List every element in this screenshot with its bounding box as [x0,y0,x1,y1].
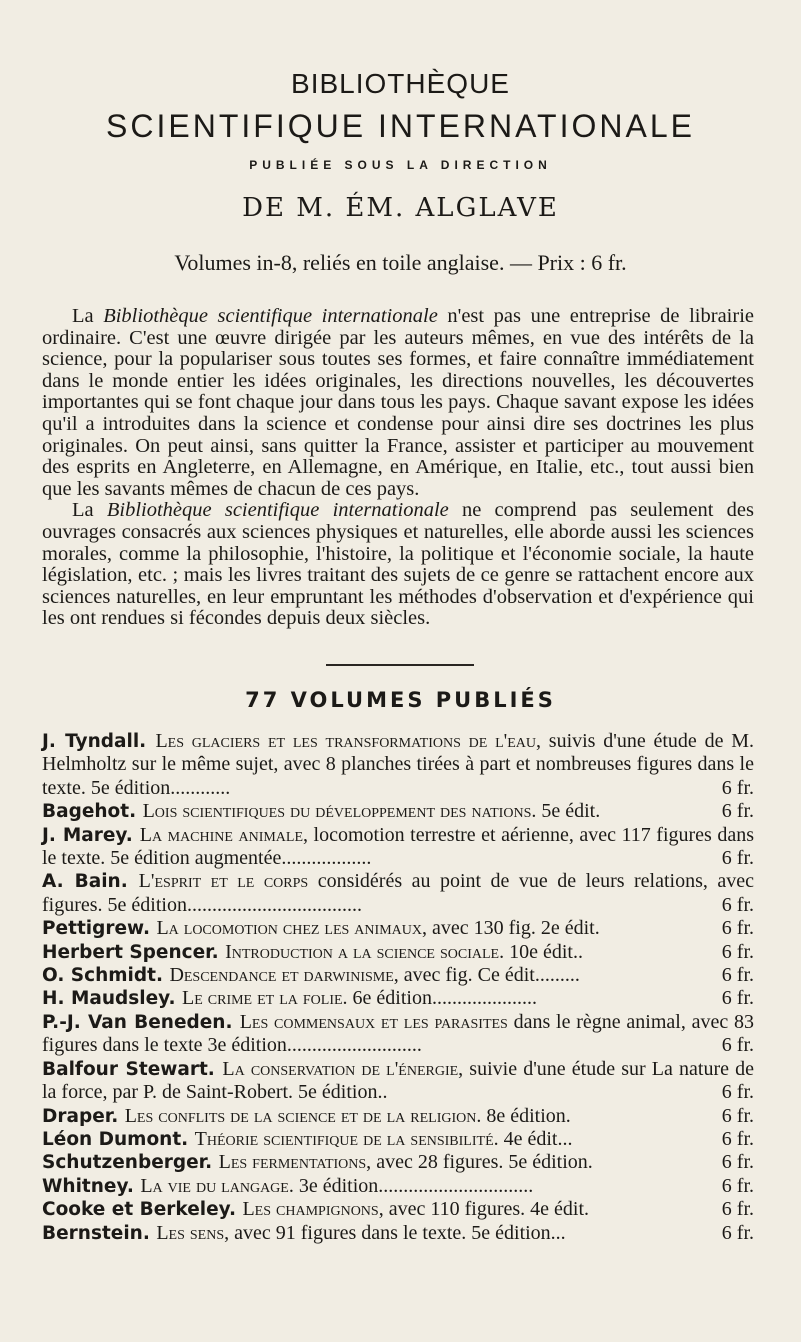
price-line: Volumes in-8, reliés en toile anglaise. — Prix : 6 fr. [174,250,627,275]
intro-title-italic: Bibliothèque scientifique internationale [103,305,438,327]
entry-price: 6 fr. [721,987,754,1010]
catalog-entry [42,1198,754,1221]
entry-price: 6 fr. [721,1174,754,1197]
entry-details: avec 28 figures. 5e édition. [371,1151,593,1174]
entry-title: Les fermentations, [218,1151,372,1174]
divider [326,664,474,666]
catalog-entry [42,1058,754,1105]
entry-details: locomotion terrestre et aérienne, avec 117 figures dans le texte. 5e édition augmentée.................. [42,823,754,870]
entry-price: 6 fr. [721,964,754,987]
entry-title: Le crime et la folie. [182,987,348,1010]
intro-title-italic: Bibliothèque scientifique internationale [106,499,449,522]
catalog-entry [42,1175,754,1198]
entry-price: 6 fr. [721,1081,754,1104]
entry-details: 8e édition. [481,1104,571,1127]
entry-author: Bernstein. [42,1222,157,1244]
entry-author: Cooke et Berkeley. [42,1199,243,1221]
catalog-entry [42,1011,754,1058]
entry-author: P.-J. Van Beneden. [42,1011,240,1033]
entry-title: Les conflits de la science et de la religion. [124,1104,482,1127]
entry-price: 6 fr. [721,1104,754,1127]
entry-title: Les sens, [156,1221,230,1244]
entry-author: Balfour Stewart. [42,1058,223,1080]
entry-author: Schutzenberger. [42,1152,219,1174]
entry-details: 5e édit. [536,800,601,823]
entry-price: 6 fr. [721,1198,754,1221]
entry-title: Théorie scientifique de la sensibilité. [194,1127,499,1150]
entry-title: La locomotion chez les animaux, [156,917,427,940]
entry-details: avec 91 figures dans le texte. 5e édition... [229,1221,566,1244]
series-title-line-1: BIBLIOTHÈQUE [291,68,510,99]
published-under: PUBLIÉE SOUS LA DIRECTION [249,158,552,172]
catalog-entry [42,1128,754,1151]
entry-title: Introduction a la science sociale. [225,940,505,963]
entry-price: 6 fr. [721,940,754,963]
entry-price: 6 fr. [721,847,754,870]
catalog-entry [42,1105,754,1128]
entry-author: Herbert Spencer. [42,941,226,963]
catalog-entry [42,1222,754,1245]
intro-paragraph-1: La Bibliothèque scientifique internationale n'est pas une entreprise de librairie ordinaire. C'est une œuvre dirigée par les auteurs mêmes, en vue des intérêts de la science, pour la populariser sous toutes ses formes, et faire connaître immédiatement dans le monde entier les idées originales, les directions nouvelles, les découvertes importantes qui se font chaque jour dans tous les pays. Chaque savant expose les idées qu'il a introduites dans la science et condense pour ainsi dire ses doctrines les plus originales. On peut ainsi, sans quitter la France, assister et participer au mouvement des esprits en Angleterre, en Allemagne, en Amérique, en Italie, etc., tout aussi bien que les savants mêmes de chacun de ces pays. [42,305,754,500]
catalog-entry [42,730,754,800]
entry-title: Les commensaux et les parasites [239,1010,508,1033]
entry-price: 6 fr. [721,1034,754,1057]
entry-author: J. Marey. [42,824,140,846]
entry-title: La vie du langage. [140,1174,294,1197]
catalog-entry [42,800,754,823]
catalog-entry [42,941,754,964]
catalog-entry [42,987,754,1010]
entry-author: J. Tyndall. [42,731,156,752]
entry-title: Lois scientifiques du développement des nations. [142,800,537,823]
entry-title: Les champignons, [242,1198,384,1221]
entry-details: 10e édit.. [504,940,583,963]
entry-author: A. Bain. [42,871,139,893]
catalog-entry [42,917,754,940]
entry-details: 6e édition..................... [347,987,537,1010]
entry-price: 6 fr. [721,776,754,799]
entry-author: H. Maudsley. [42,988,182,1010]
catalog-entry [42,870,754,917]
entry-author: Bagehot. [42,801,143,823]
entry-author: Pettigrew. [42,918,157,940]
entry-price: 6 fr. [721,1151,754,1174]
entry-price: 6 fr. [721,893,754,916]
catalog-entry [42,964,754,987]
entry-price: 6 fr. [721,1221,754,1244]
entry-details: 3e édition............................... [293,1174,534,1197]
intro-paragraph-2: La Bibliothèque scientifique internationale ne comprend pas seulement des ouvrages consacrés aux sciences physiques et naturelles, elle aborde aussi les sciences morales, comme la philosophie, l'histoire, la politique et l'économie sociale, la haute législation, etc. ; mais les livres traitant des sujets de ce genre se rattachent encore aux sciences naturelles, en leur empruntant les méthodes d'observation et d'expérience qui les ont rendues si fécondes depuis deux siècles. [42,499,754,630]
catalog-heading: 77 VOLUMES PUBLIÉS [245,688,556,712]
catalog-entry [42,824,754,871]
entry-title: La conservation de l'énergie, [222,1057,464,1080]
entry-author: O. Schmidt. [42,965,170,987]
entry-details: avec 130 fig. 2e édit. [426,917,600,940]
entry-title: Descendance et darwinisme, [169,964,399,987]
entry-details: avec fig. Ce édit......... [398,964,580,987]
entry-author: Léon Dumont. [42,1128,195,1150]
entry-details: considérés au point de vue de leurs relations, avec figures. 5e édition................................... [42,870,754,916]
entry-price: 6 fr. [721,1127,754,1150]
entry-author: Draper. [42,1105,125,1127]
entry-details: avec 110 figures. 4e édit. [383,1198,590,1221]
entry-title: La machine animale, [139,823,309,846]
director-name: DE M. ÉM. ALGLAVE [242,193,559,223]
entry-details: suivie d'une étude sur La nature de la force, par P. de Saint-Robert. 5e édition.. [42,1057,754,1104]
entry-details: 4e édit... [498,1127,573,1150]
entry-price: 6 fr. [721,917,754,940]
entry-details: dans le règne animal, avec 83 figures dans le texte 3e édition........................... [42,1010,755,1057]
entry-price: 6 fr. [721,800,754,823]
intro-text [42,306,754,630]
entry-author: Whitney. [42,1175,141,1197]
catalog-list [42,730,754,1245]
entry-details: suivis d'une étude de M. Helmholtz sur le même sujet, avec 8 planches tirées à part et nombreuses figures dans le texte. 5e édition............ [42,730,754,799]
entry-title: Les glaciers et les transformations de l'eau, [155,730,542,752]
catalog-entry [42,1151,754,1174]
entry-title: L'esprit et le corps [138,870,309,893]
series-title-line-2: SCIENTIFIQUE INTERNATIONALE [106,108,695,144]
